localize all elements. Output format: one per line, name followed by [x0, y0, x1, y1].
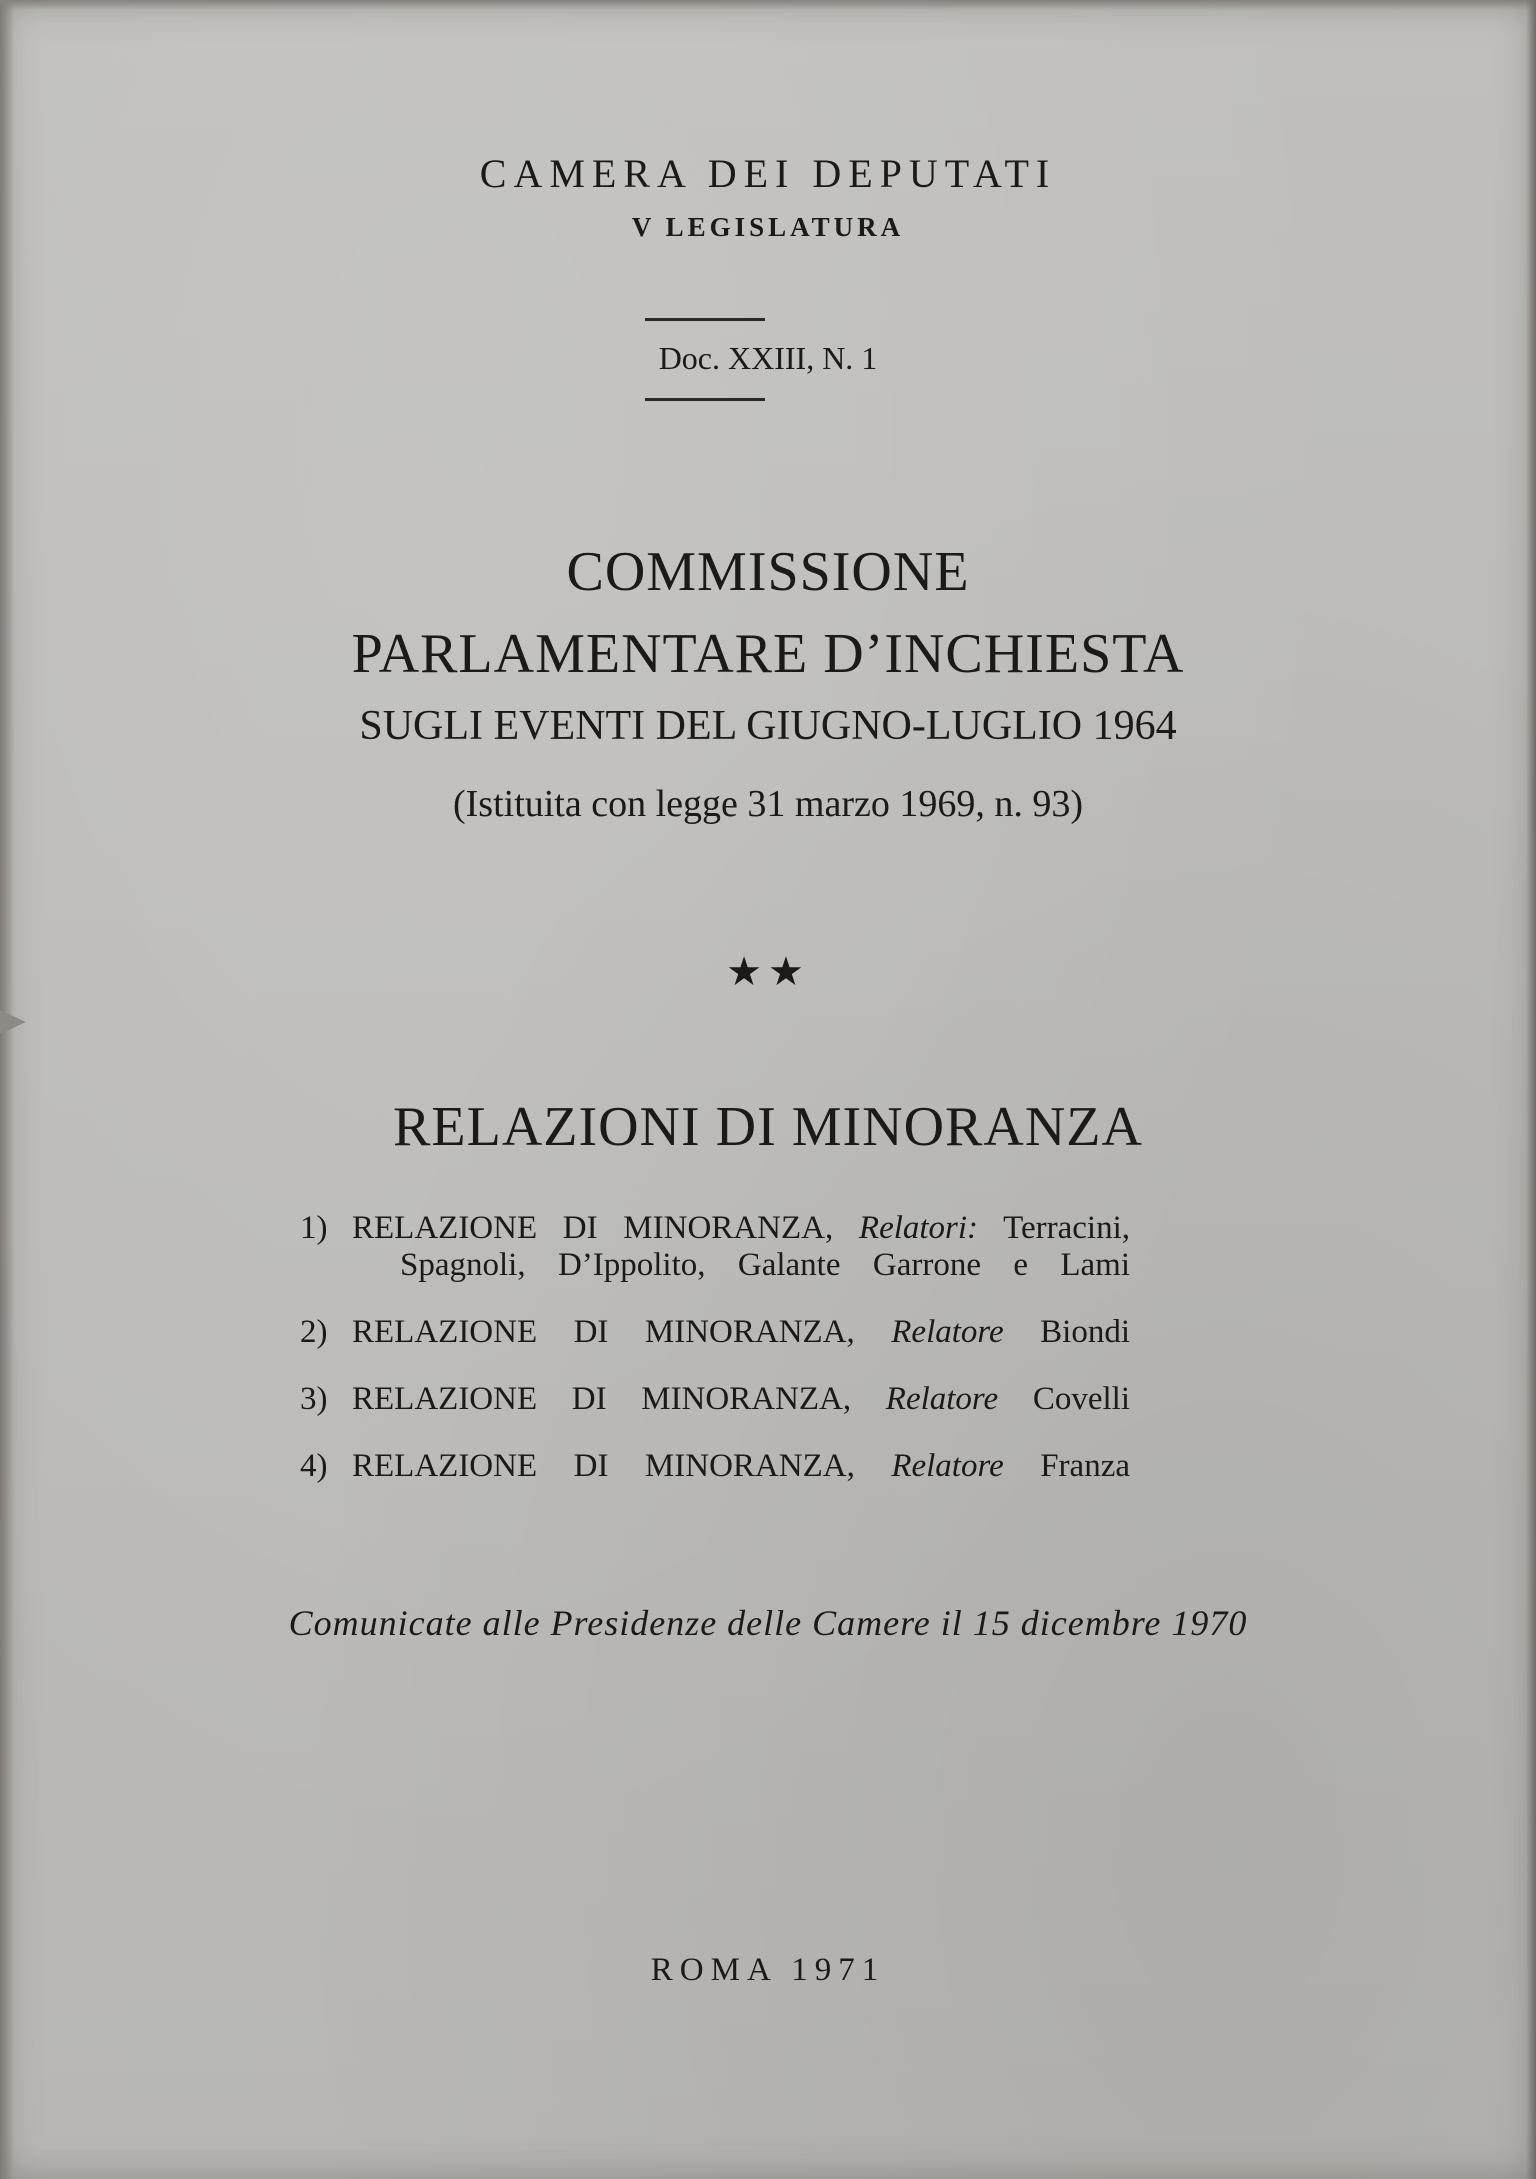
entry-line	[352, 1314, 1130, 1351]
entry-label: RELAZIONE DI MINORANZA,	[352, 1448, 855, 1484]
entry-names: Covelli	[1032, 1381, 1130, 1417]
entry-line	[352, 1381, 1130, 1418]
title-line-1: COMMISSIONE	[566, 541, 970, 603]
entry-line	[352, 1210, 1130, 1247]
entry-label: RELAZIONE DI MINORANZA,	[352, 1210, 834, 1246]
entry-label: RELAZIONE DI MINORANZA,	[352, 1381, 852, 1417]
report-list-item	[300, 1314, 1130, 1351]
entry-names: Franza	[1040, 1448, 1130, 1484]
entry-number: 4)	[300, 1448, 328, 1484]
entry-role: Relatore	[891, 1314, 1004, 1350]
title-line-3: SUGLI EVENTI DEL GIUGNO-LUGLIO 1964	[359, 703, 1177, 749]
entry-names: Terracini,	[1003, 1210, 1131, 1246]
volume-marker-stars: ★★	[726, 949, 810, 994]
cover-tear-mark	[0, 1010, 26, 1034]
entry-number: 2)	[300, 1314, 328, 1350]
cover-edge-left	[0, 0, 14, 2179]
document-reference: Doc. XXIII, N. 1	[658, 340, 878, 376]
entry-number: 1)	[300, 1210, 328, 1246]
entry-role: Relatore	[891, 1448, 1004, 1484]
imprint-place-year: ROMA 1971	[650, 1952, 886, 1988]
legislature-heading: V LEGISLATURA	[631, 212, 905, 242]
section-title: RELAZIONI DI MINORANZA	[393, 1096, 1143, 1158]
entry-line	[352, 1448, 1130, 1485]
report-list-item	[300, 1381, 1130, 1418]
entry-role: Relatore	[885, 1381, 999, 1417]
communication-note: Comunicate alle Presidenze delle Camere il 15 dicembre 1970	[288, 1603, 1248, 1643]
entry-number: 3)	[300, 1381, 328, 1417]
entry-names: Biondi	[1040, 1314, 1130, 1350]
entry-role: Relatori:	[858, 1210, 979, 1246]
chamber-heading: CAMERA DEI DEPUTATI	[479, 151, 1057, 196]
cover-edge-right	[1526, 0, 1536, 2179]
entry-names-continued: Spagnoli, D’Ippolito, Galante Garrone e Lami	[400, 1247, 1130, 1283]
report-list-item	[300, 1210, 1130, 1284]
report-list	[300, 1210, 1130, 1515]
divider-bottom	[645, 398, 765, 401]
entry-label: RELAZIONE DI MINORANZA,	[352, 1314, 855, 1350]
title-line-2: PARLAMENTARE D’INCHIESTA	[351, 623, 1185, 685]
report-list-item	[300, 1448, 1130, 1485]
divider-top	[645, 318, 765, 321]
title-line-4: (Istituita con legge 31 marzo 1969, n. 93)	[452, 783, 1083, 825]
cover-edge-top	[0, 0, 1536, 10]
